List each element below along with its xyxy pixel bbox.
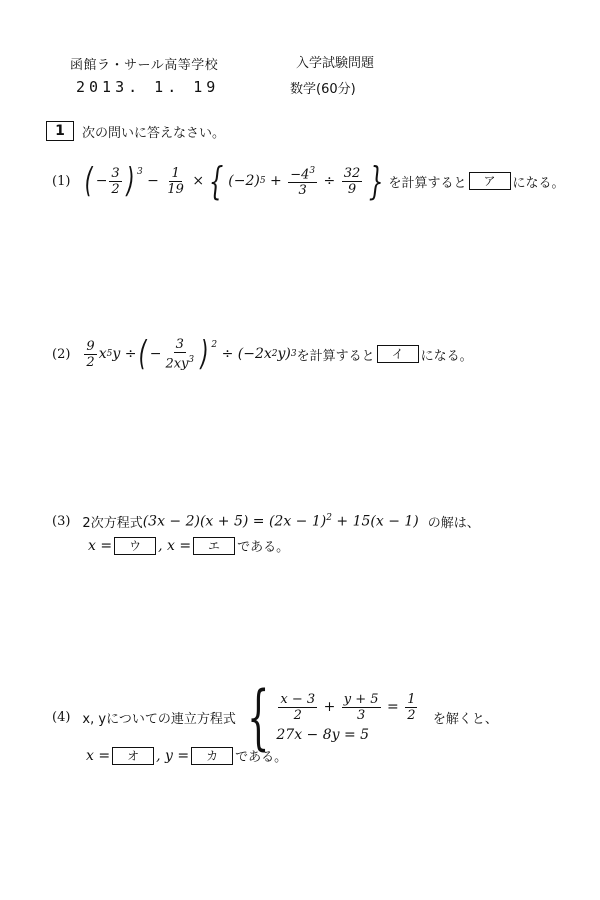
problem-2-tail-post: になる。 [420,348,473,364]
problem-3-answer-line [88,536,289,555]
problem-4-answer-line [86,746,287,765]
problem-1-expression: ( − $\frac{3}{2}$ ) $^3$ − $\frac{1}{19}$ × { (−2) 5 + $\frac{-4^3}{3}$ ÷ $\frac{32}{9}$ } [85,159,384,203]
problem-2-expression: $\frac{9}{2}$ x 5 y ÷ ( − $\frac{3}{2xy^3}$ ) $^2$ ÷ (−2x $_2$ y) 3 [86,334,297,375]
problem-1-tail-post: になる。 [512,175,565,191]
problem-2 [52,334,473,375]
problem-3 [52,512,480,531]
problem-1-tail-pre: を計算すると [388,175,467,191]
problem-4-end: である。 [235,750,288,765]
question-number: 1 [46,121,74,141]
problem-4-system: { $\frac{x - 3}{2}$ + $\frac{y + 5}{3}$ = $\frac{1}{2}$ 27x − 8y = 5 [246,676,416,758]
problem-4-x-label: x = [86,747,111,764]
problem-3-label: (3) [52,514,71,529]
problem-2-tail-pre: を計算すると [296,348,375,364]
problem-2-label: (2) [52,346,71,362]
exam-title: 入学試験問題 [296,56,375,71]
question-instruction: 次の問いに答えなさい。 [82,126,226,141]
answer-box-u[interactable]: ウ [114,537,156,555]
problem-3-tail: の解は、 [427,516,480,531]
problem-1-label: (1) [52,173,71,189]
problem-3-separator: , x = [158,537,192,554]
problem-4-separator: , y = [156,747,190,764]
answer-box-e[interactable]: エ [193,537,235,555]
answer-box-i[interactable]: イ [377,345,419,363]
exam-date: 2013. 1. 19 [76,78,220,96]
exam-subject: 数学(60分) [290,82,356,97]
answer-box-o[interactable]: オ [112,747,154,765]
problem-3-end: である。 [237,540,290,555]
problem-1 [52,159,565,203]
school-name: 函館ラ・サール高等学校 [70,58,219,73]
problem-4-lead: x, yについての連立方程式 [82,711,236,727]
problem-3-lead: 2次方程式 [82,516,143,531]
answer-box-a[interactable]: ア [469,172,511,190]
problem-3-x-label: x = [88,537,113,554]
problem-3-equation: $(3x - 2)(x + 5) = (2x - 1)^2 + 15(x - 1)$ [142,513,419,530]
problem-4-tail: を解くと、 [432,711,498,727]
answer-box-ka[interactable]: カ [191,747,233,765]
problem-4-label: (4) [52,709,71,725]
